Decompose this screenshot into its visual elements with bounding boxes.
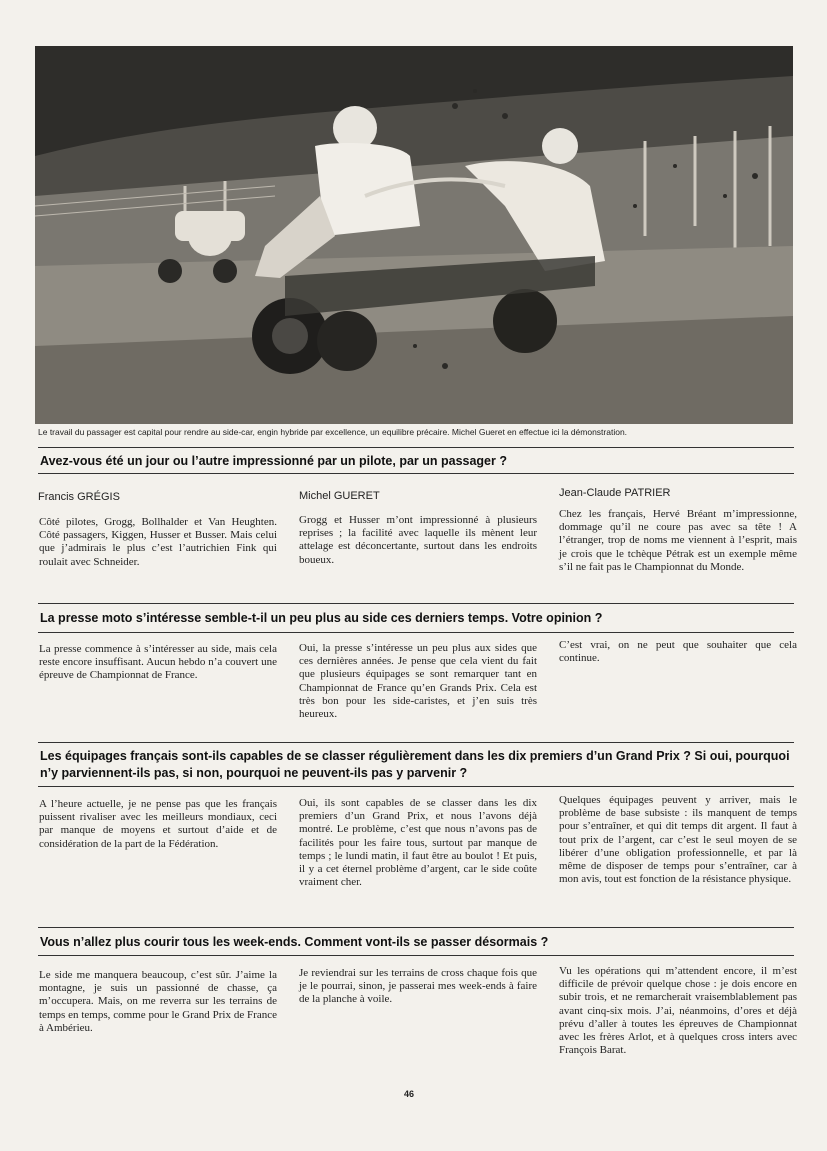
answer-q4-gregis: Le side me manquera beaucoup, c’est sûr. J’aime la montagne, je suis un passionné de chasse, ça m’occupera. Mais, on me reverra sur les terrains de temps en temps, comme pour le Grand Prix de France à Ambérieu. <box>39 969 277 1034</box>
answer-q3-patrier: Quelques équipages peuvent y arriver, mais le problème de base subsiste : ils manquent de temps pour s’entraîner, et qui dit temps dit argent. Il faut à tout prix de l’argent, car c’est le seul moyen de se libérer d’une obligation professionnelle, et par là même de disposer de temps pour s’entraîner, car à mon avis, tout est fonction de la résistance physique. <box>559 794 797 886</box>
section-rule <box>38 927 794 928</box>
answer-q3-gregis: A l’heure actuelle, je ne pense pas que les français puissent rivaliser avec les meilleurs mondiaux, ceci par manque de moyens et surtout d’aide et de considération de la part de la Fédération. <box>39 798 277 850</box>
answer-q1-gregis: Côté pilotes, Grogg, Bollhalder et Van Heughten. Côté passagers, Kiggen, Husser et Busser. Mais celui que j’admirais le plus c’est l’autrichien Fink qui roulait avec Schneider. <box>39 516 277 568</box>
question-1: Avez-vous été un jour ou l’autre impressionné par un pilote, par un passager ? <box>40 454 507 468</box>
answer-q2-gregis: La presse commence à s’intéresser au side, mais cela reste encore insuffisant. Aucun hebdo n’a couvert une épreuve de Championnat de France. <box>39 643 277 682</box>
answer-q4-patrier: Vu les opérations qui m’attendent encore, il m’est difficile de prévoir quelque chose : je dois encore en subir trois, et ne remarcherait vraisemblablement pas avant cinq-six mois. J’ai, néanmoins, d’ores et déjà prévu d’aller à toutes les épreuves de Championnat avec les frères Arlot, et à quelques cross inters avec François Barat. <box>559 965 797 1057</box>
page-number: 46 <box>404 1089 415 1099</box>
question-4: Vous n’allez plus courir tous les week-ends. Comment vont-ils se passer désormais ? <box>40 935 549 949</box>
answer-q3-gueret: Oui, ils sont capables de se classer dans les dix premiers d’un Grand Prix, et nous l’avons déjà montré. Le problème, c’est que nous n’avons pas de facilités pour les faire tous, surtout par manque de temps ; le lundi matin, il faut être au boulot ! Et puis, il y a cet éternel problème d’argent, car le side coûte vraiment cher. <box>299 797 537 889</box>
answer-q2-patrier: C’est vrai, on ne peut que souhaiter que cela continue. <box>559 639 797 665</box>
interviewee-name-gueret: Michel GUERET <box>299 490 380 502</box>
sidecar-photo <box>35 46 793 424</box>
question-2: La presse moto s’intéresse semble-t-il un peu plus au side ces derniers temps. Votre opinion ? <box>40 611 603 625</box>
section-rule <box>38 447 794 448</box>
interviewee-name-gregis: Francis GRÉGIS <box>38 491 120 503</box>
answer-q4-gueret: Je reviendrai sur les terrains de cross chaque fois que je le pourrai, sinon, je passerai mes week-ends à faire de la planche à voile. <box>299 967 537 1006</box>
section-rule <box>38 632 794 633</box>
question-3: Les équipages français sont-ils capables de se classer régulièrement dans les dix premiers d’un Grand Prix ? Si oui, pourquoi n’y parviennent-ils pas, si non, pourquoi ne peuvent-ils pas y parvenir ? <box>40 749 790 780</box>
answer-q2-gueret: Oui, la presse s’intéresse un peu plus aux sides que ces dernières années. Je pense que cela vient du fait que plusieurs équipages se sont remarquer tant en Championnat de France qu’en Grands Prix. Cela est très bon pour les side-caristes, et j’en suis très heureux. <box>299 642 537 721</box>
sidecar-photo-illustration <box>35 46 793 424</box>
section-rule <box>38 473 794 474</box>
photo-caption: Le travail du passager est capital pour rendre au side-car, engin hybride par excellence, un equilibre précaire. Michel Gueret en effectue ici la démonstration. <box>38 427 628 437</box>
section-rule <box>38 742 794 743</box>
interviewee-name-patrier: Jean-Claude PATRIER <box>559 487 671 499</box>
section-rule <box>38 786 794 787</box>
answer-q1-gueret: Grogg et Husser m’ont impressionné à plusieurs reprises ; la facilité avec laquelle ils mènent leur attelage est déconcertante, surtout dans les endroits boueux. <box>299 514 537 566</box>
section-rule <box>38 955 794 956</box>
answer-q1-patrier: Chez les français, Hervé Bréant m’impressionne, dommage qu’il ne coure pas avec sa tête ! A l’étranger, trop de noms me viennent à l’esprit, mais je crois que le tchèque Pétrak est un exemple même s’il ne fait pas le Championnat du Monde. <box>559 508 797 573</box>
section-rule <box>38 603 794 604</box>
